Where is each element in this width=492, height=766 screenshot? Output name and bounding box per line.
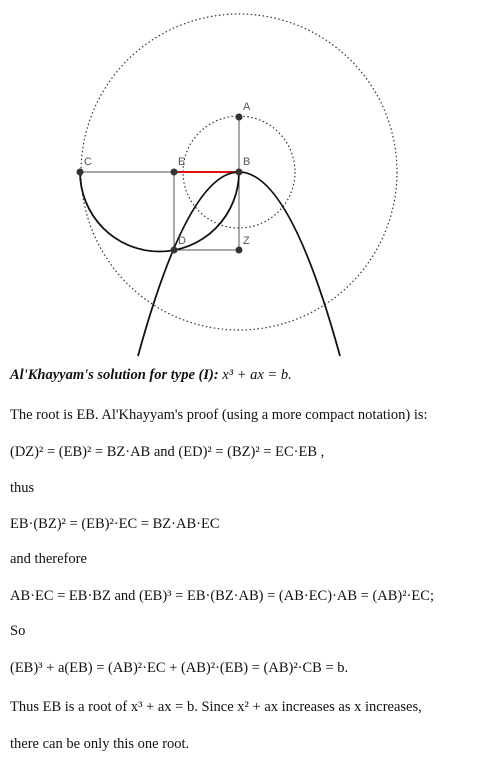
caption-title: Al'Khayyam's solution for type (I): — [10, 367, 219, 383]
equation-line-2: EB·(BZ)² = (EB)²·EC = BZ·AB·EC — [10, 516, 220, 532]
label-d: D — [178, 235, 186, 247]
label-z: Z — [243, 235, 250, 247]
equation-line-3: AB·EC = EB·BZ and (EB)³ = EB·(BZ·AB) = (AB·EC)·AB = (AB)²·EC; — [10, 588, 434, 604]
point-e — [171, 169, 178, 176]
point-a — [236, 114, 243, 121]
equation-line-1: (DZ)² = (EB)² = BZ·AB and (ED)² = (BZ)² = EC·EB , — [10, 444, 325, 460]
point-c — [77, 169, 84, 176]
semicircle-cb — [80, 172, 239, 252]
paragraph-uniqueness: there can be only this one root. — [10, 736, 190, 752]
geometric-diagram — [0, 0, 492, 362]
paragraph-thus: thus — [10, 480, 35, 496]
paragraph-root: The root is EB. Al'Khayyam's proof (using a more compact notation) is: — [10, 407, 428, 423]
label-b: B — [243, 156, 251, 168]
point-b — [236, 169, 243, 176]
label-a: A — [243, 101, 251, 113]
paragraph-so: So — [10, 623, 26, 639]
equation-line-4: (EB)³ + a(EB) = (AB)²·EC + (AB)²·(EB) = (AB)²·CB = b. — [10, 660, 349, 676]
label-c: C — [84, 156, 92, 168]
caption — [10, 366, 485, 384]
paragraph-therefore: and therefore — [10, 551, 87, 567]
label-e: E — [178, 156, 186, 168]
paragraph-conclusion: Thus EB is a root of x³ + ax = b. Since x² + ax increases as x increases, — [10, 699, 422, 715]
point-d — [171, 247, 178, 254]
caption-equation: x³ + ax = b. — [222, 367, 292, 383]
point-z — [236, 247, 243, 254]
